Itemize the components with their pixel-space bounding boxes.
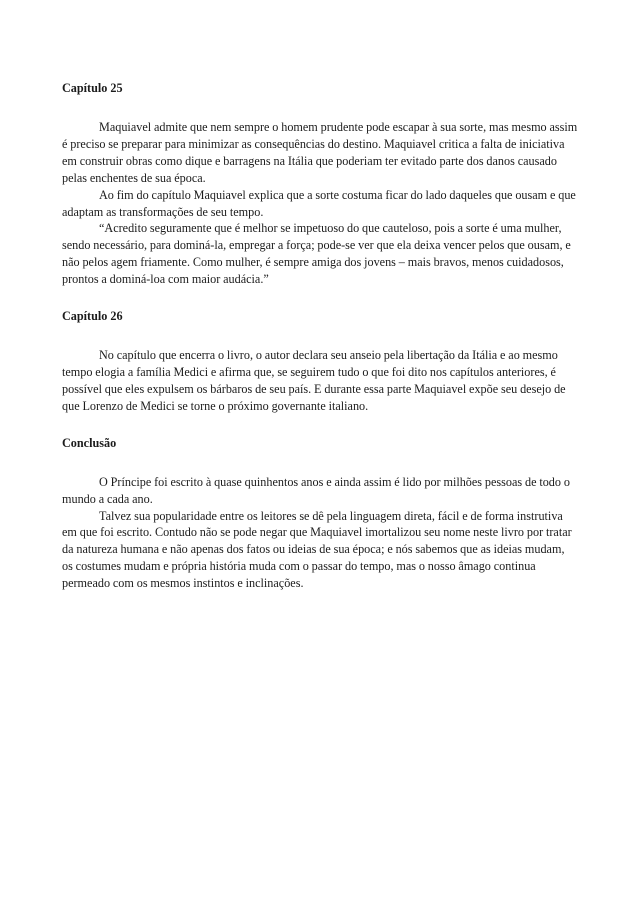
paragraph: Ao fim do capítulo Maquiavel explica que a sorte costuma ficar do lado daqueles que ousam e que adaptam as transformações de seu tempo. <box>62 187 576 219</box>
document-body <box>62 80 578 592</box>
paragraph: “Acredito seguramente que é melhor se impetuoso do que cauteloso, pois a sorte é uma mulher, sendo necessário, para dominá-la, empregar a força; pode-se ver que ela deixa vencer pelos que ousam, e não pelos agem friamente. Como mulher, é sempre amiga dos jovens – mais bravos, menos cuidadosos, prontos a dominá-loa com maior audácia.” <box>62 221 571 287</box>
section-heading: Capítulo 25 <box>62 81 123 95</box>
section-heading: Conclusão <box>62 435 117 450</box>
paragraph: Maquiavel admite que nem sempre o homem prudente pode escapar à sua sorte, mas mesmo assim é preciso se preparar para minimizar as consequências do destino. Maquiavel critica a falta de iniciativa em construir obras como dique e barragens na Itália que poderiam ter evitado parte dos danos causado pelas enchentes de sua época. <box>62 120 578 185</box>
section-chapter-26 <box>62 308 578 415</box>
paragraph: O Príncipe foi escrito à quase quinhentos anos e ainda assim é lido por milhões pessoas de todo o mundo a cada ano. <box>62 474 570 506</box>
section-conclusion <box>62 435 578 592</box>
section-heading: Capítulo 26 <box>62 309 123 324</box>
paragraph: Talvez sua popularidade entre os leitores se dê pela linguagem direta, fácil e de forma instrutiva em que foi escrito. Contudo não se pode negar que Maquiavel imortalizou seu nome neste livro por tratar da natureza humana e não apenas dos fatos ou ideias de sua época; e nós sabemos que as ideias mudam, os costumes mudam e própria história muda com o passar do tempo, mas o nosso âmago continua permeado com os mesmos instintos e inclinações. <box>62 508 572 591</box>
section-chapter-25 <box>62 80 578 288</box>
paragraph: No capítulo que encerra o livro, o autor declara seu anseio pela libertação da Itália e ao mesmo tempo elogia a família Medici e afirma que, se seguirem tudo o que foi dito nos capítulos anteriores, é possível que eles expulsem os bárbaros de seu país. E durante essa parte Maquiavel expõe seu desejo de que Lorenzo de Medici se torne o próximo governante italiano. <box>62 348 566 413</box>
